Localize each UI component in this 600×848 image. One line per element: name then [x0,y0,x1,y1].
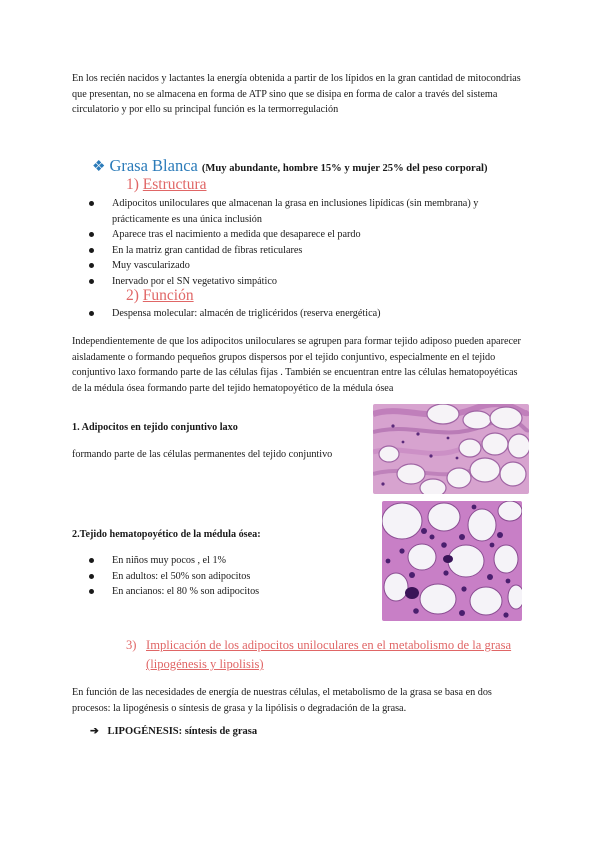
list-item: Adipocitos uniloculares que almacenan la grasa en inclusiones lipídicas (sin membrana) y prácticamente es una única inclusión [72,196,522,227]
funcion-heading [126,287,194,305]
funcion-necesidades-paragraph: En función de las necesidades de energía de nuestras células, el metabolismo de la grasa se basa en dos procesos: la lipogénesis o síntesis de grasa y la lipólisis o degradación de la grasa. [72,687,492,714]
loose-connective-tissue-micrograph [373,404,529,494]
implicacion-number: 3) [126,638,137,652]
arrow-right-icon: ➔ [90,726,99,737]
implicacion-heading [126,636,526,674]
list-item: En la matriz gran cantidad de fibras reticulares [72,243,522,259]
estructura-title: Estructura [142,176,207,193]
implicacion-title: Implicación de los adipocitos uniloculares en el metabolismo de la grasa (lipogénesis y lipolisis) [146,638,512,671]
grasa-blanca-note: (Muy abundante, hombre 15% y mujer 25% del peso corporal) [201,163,488,174]
independiente-paragraph: Independientemente de que los adipocitos uniloculares se agrupen para formar tejido adiposo pueden aparecer aisladamente o formando pequeños grupos dispersos por el tejido conjuntivo, especialmente en el tejido conjuntivo laxo formando parte de las células fijas . También se encuentran entre las células hematopoyéticas de la médula ósea formando parte del tejido hematopoyético de la médula ósea [72,336,521,394]
intro-paragraph: En los recién nacidos y lactantes la energía obtenida a partir de los lípidos en la gran cantidad de mitocondrias que presentan, no se almacena en forma de ATP sino que se disipa en forma de calor a través del sistema circulatorio y por ello su principal función es la termorregulación [72,73,521,115]
list-item: Despensa molecular: almacén de triglicéridos (reserva energética) [72,306,522,322]
laxo-heading: 1. Adipocitos en tejido conjuntivo laxo [72,422,238,433]
laxo-text: formando parte de las células permanentes del tejido conjuntivo [72,449,333,460]
diamond-bullet-icon: ❖ [92,159,106,175]
lipogenesis-label: LIPOGÉNESIS: síntesis de grasa [107,726,258,737]
grasa-blanca-heading [92,156,488,176]
funcion-title: Función [142,287,194,304]
list-item: Inervado por el SN vegetativo simpático [72,274,522,290]
list-item: En adultos: el 50% son adipocitos [72,569,522,585]
grasa-blanca-title: Grasa Blanca [109,156,198,175]
list-item: Aparece tras el nacimiento a medida que desaparece el pardo [72,227,522,243]
estructura-heading [126,176,207,194]
funcion-number: 2) [126,287,139,304]
hemato-list [72,553,522,600]
hemato-heading: 2.Tejido hematopoyético de la médula ósea: [72,529,261,540]
list-item: En ancianos: el 80 % son adipocitos [72,584,522,600]
list-item: Muy vascularizado [72,258,522,274]
list-item: En niños muy pocos , el 1% [72,553,522,569]
estructura-number: 1) [126,176,139,193]
estructura-list [72,196,522,289]
lipogenesis-line [90,725,257,737]
funcion-list [72,306,522,322]
